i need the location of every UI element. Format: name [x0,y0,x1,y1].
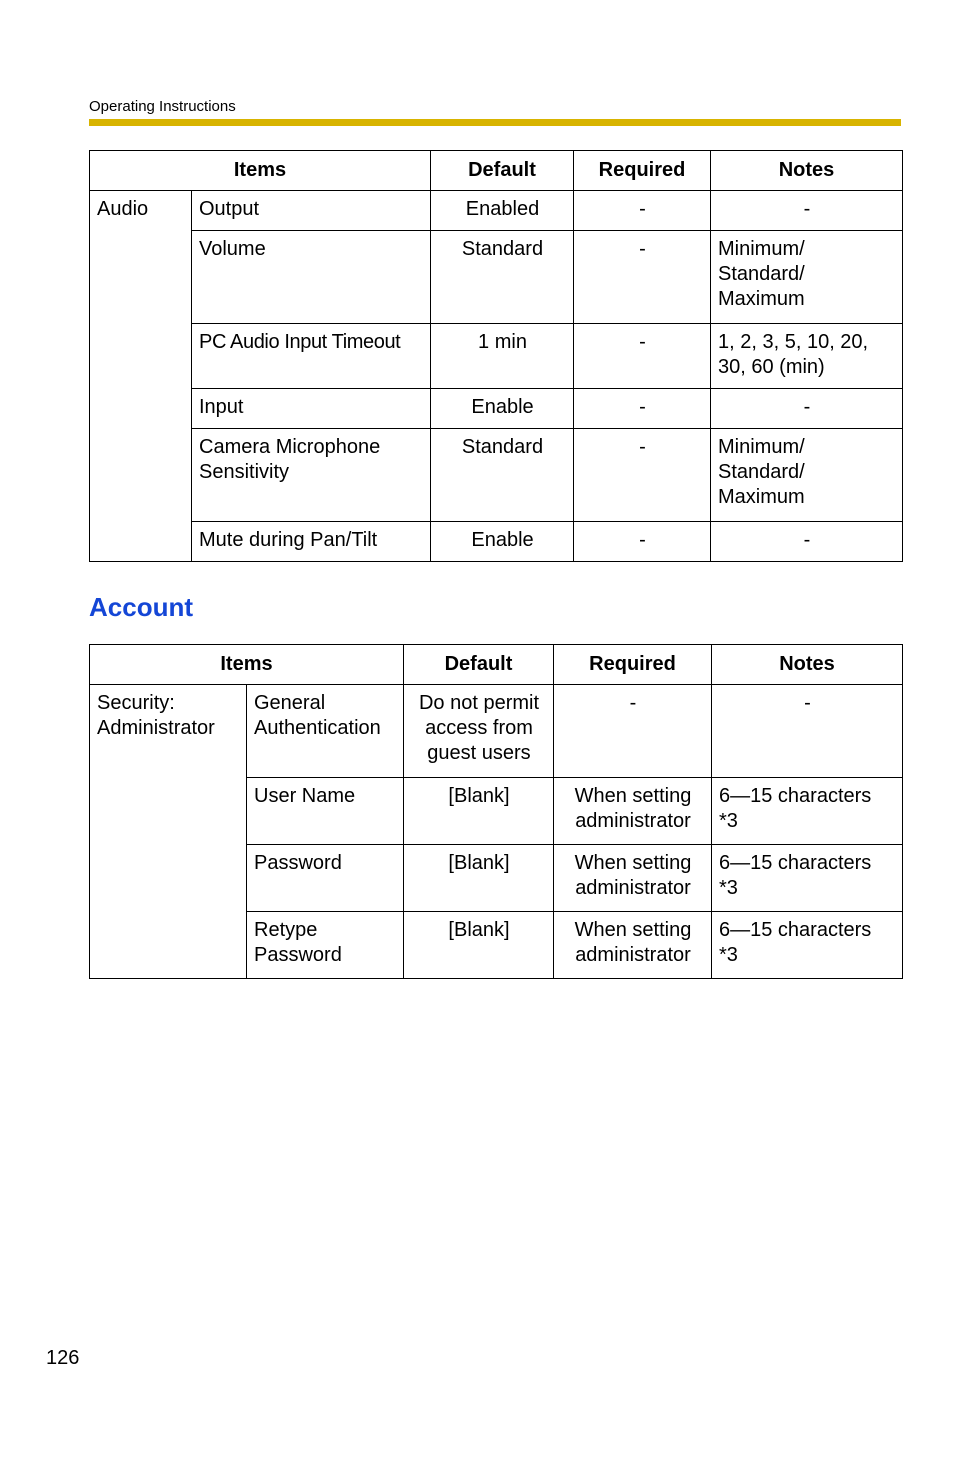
item-cell: Retype Password [247,912,404,979]
table-row [90,191,903,231]
item-cell: Output [192,191,431,231]
default-cell: [Blank] [404,912,554,979]
notes-cell: Minimum/ Standard/ Maximum [711,429,903,522]
table-header-row [90,151,903,191]
running-header: Operating Instructions [89,98,236,115]
column-header-notes: Notes [711,151,903,191]
required-cell: - [554,685,712,778]
default-cell: Enable [431,389,574,429]
notes-cell: - [711,389,903,429]
group-cell-security-administrator: Security: Administrator [90,685,247,979]
item-cell: PC Audio Input Timeout [192,324,431,389]
default-cell: Enabled [431,191,574,231]
item-cell: Input [192,389,431,429]
header-rule [89,119,901,126]
notes-cell: - [712,685,903,778]
required-cell: - [574,389,711,429]
notes-cell: 6—15 characters *3 [712,912,903,979]
notes-cell: Minimum/ Standard/ Maximum [711,231,903,324]
table-row [90,429,903,522]
column-header-items: Items [90,645,404,685]
required-cell: - [574,429,711,522]
required-cell: When setting administrator [554,912,712,979]
item-cell: Volume [192,231,431,324]
column-header-default: Default [431,151,574,191]
account-settings-table [89,644,903,979]
notes-cell: - [711,522,903,562]
default-cell: Enable [431,522,574,562]
item-cell: General Authentication [247,685,404,778]
default-cell: [Blank] [404,845,554,912]
default-cell: [Blank] [404,778,554,845]
audio-settings-table [89,150,903,562]
default-cell: Standard [431,429,574,522]
table-row [90,324,903,389]
item-cell: Camera Microphone Sensitivity [192,429,431,522]
section-heading-account: Account [89,592,193,622]
default-cell: Do not permit access from guest users [404,685,554,778]
notes-cell: 1, 2, 3, 5, 10, 20, 30, 60 (min) [711,324,903,389]
required-cell: - [574,231,711,324]
table-row [90,389,903,429]
table-row [90,685,903,778]
column-header-required: Required [554,645,712,685]
required-cell: - [574,191,711,231]
group-cell-audio: Audio [90,191,192,562]
notes-cell: 6—15 characters *3 [712,845,903,912]
column-header-notes: Notes [712,645,903,685]
table-row [90,231,903,324]
default-cell: Standard [431,231,574,324]
notes-cell: 6—15 characters *3 [712,778,903,845]
item-cell: Mute during Pan/Tilt [192,522,431,562]
required-cell: - [574,522,711,562]
item-cell: User Name [247,778,404,845]
page-number: 126 [46,1347,80,1369]
table-row [90,522,903,562]
required-cell: When setting administrator [554,845,712,912]
required-cell: - [574,324,711,389]
column-header-required: Required [574,151,711,191]
required-cell: When setting administrator [554,778,712,845]
column-header-items: Items [90,151,431,191]
notes-cell: - [711,191,903,231]
item-cell: Password [247,845,404,912]
table-header-row [90,645,903,685]
default-cell: 1 min [431,324,574,389]
column-header-default: Default [404,645,554,685]
